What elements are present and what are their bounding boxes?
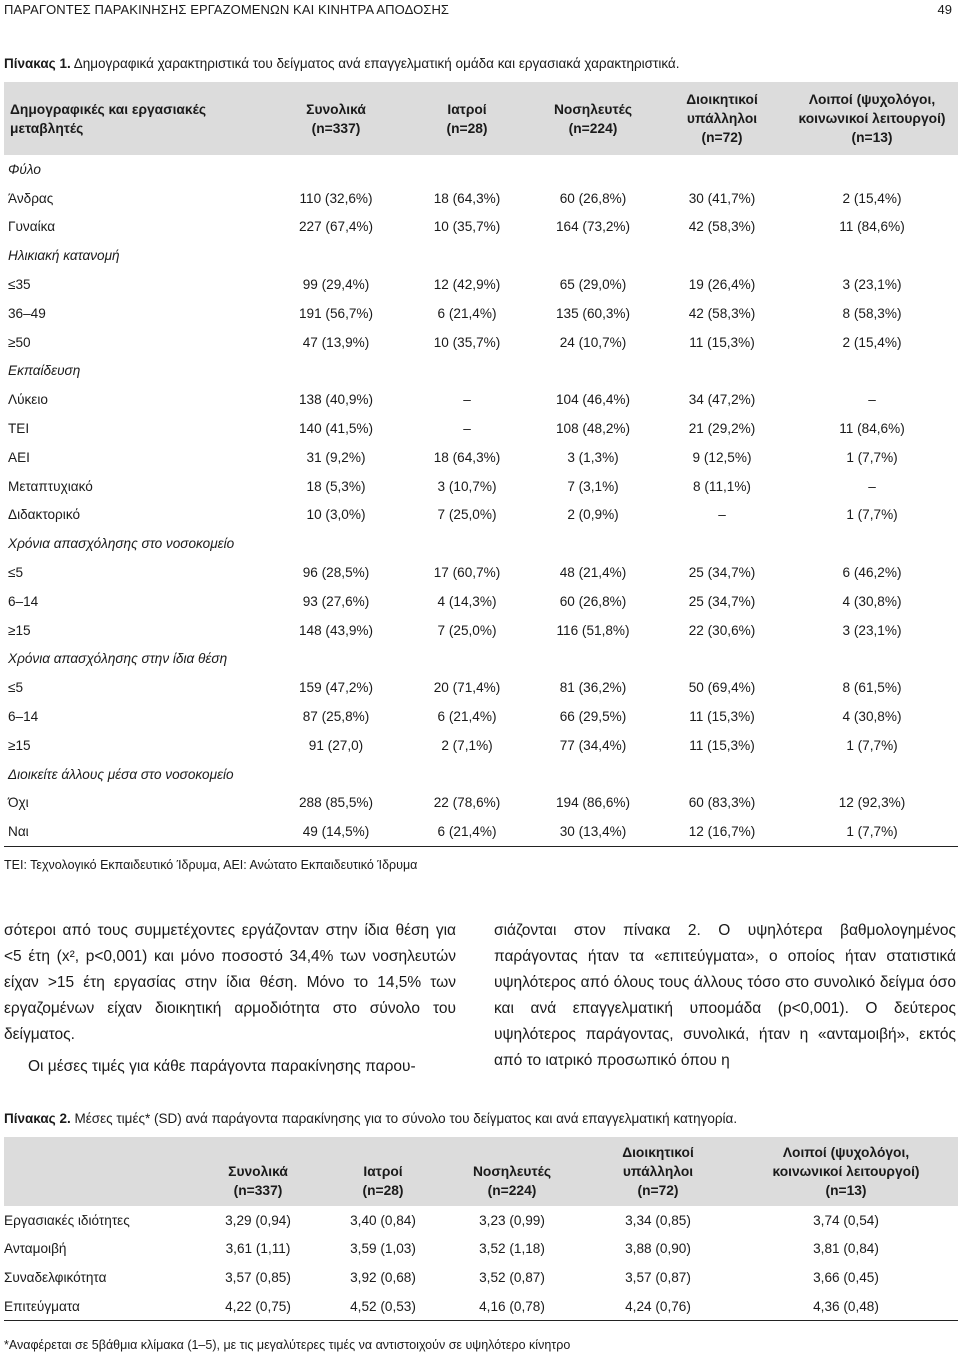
column-header-line: υπάλληλοι bbox=[622, 1164, 694, 1179]
table-cell: 7 (25,0%) bbox=[437, 507, 497, 523]
table-row bbox=[4, 789, 958, 818]
table-cell: 140 (41,5%) bbox=[298, 421, 374, 437]
table-cell: 116 (51,8%) bbox=[556, 622, 630, 638]
column-header bbox=[658, 82, 786, 155]
table-cell: 91 (27,0) bbox=[308, 737, 364, 753]
table-cell: 3,29 (0,94) bbox=[225, 1212, 291, 1228]
column-header-line: Ιατροί bbox=[447, 101, 487, 117]
column-header-line: Ιατροί bbox=[363, 1164, 403, 1179]
table-row bbox=[4, 558, 958, 587]
column-header bbox=[528, 82, 658, 155]
column-header-line: (n=337) bbox=[233, 1183, 283, 1198]
row-label: ΑΕΙ bbox=[8, 449, 30, 465]
table-cell: 191 (56,7%) bbox=[298, 305, 374, 321]
row-label: Μεταπτυχιακό bbox=[8, 478, 93, 494]
table-cell: – bbox=[868, 392, 876, 408]
table2-header-row bbox=[4, 1137, 958, 1206]
table-cell: 21 (29,2%) bbox=[688, 421, 756, 437]
table-cell: 288 (85,5%) bbox=[298, 795, 374, 811]
table-row bbox=[4, 213, 958, 242]
table-row bbox=[4, 616, 958, 645]
row-label: Ναι bbox=[4, 817, 266, 846]
row-label: ≤35 bbox=[8, 277, 31, 293]
column-header bbox=[4, 82, 266, 155]
table-cell: 11 (84,6%) bbox=[839, 219, 905, 235]
column-header bbox=[406, 82, 528, 155]
column-header-line: Συνολικά bbox=[306, 101, 366, 117]
table-cell: 11 (84,6%) bbox=[839, 421, 905, 437]
table-cell: 3,59 (1,03) bbox=[350, 1241, 416, 1257]
table-cell: – bbox=[463, 392, 471, 408]
table-cell: 87 (25,8%) bbox=[302, 709, 370, 725]
table1-caption-text: Δημογραφικά χαρακτηριστικά του δείγματος ανά επαγγελματική ομάδα και εργασιακά χαρακτηριστικά. bbox=[70, 56, 680, 71]
table-cell: 227 (67,4%) bbox=[298, 219, 374, 235]
row-label: Συναδελφικότητα bbox=[4, 1269, 107, 1285]
table-cell: 6 (21,4%) bbox=[406, 817, 528, 846]
row-label: 6–14 bbox=[8, 709, 39, 725]
section-label: Εκπαίδευση bbox=[8, 363, 81, 379]
row-label: Εργασιακές ιδιότητες bbox=[4, 1212, 130, 1228]
section-label: Φύλο bbox=[8, 161, 41, 177]
column-header-line: Διοικητικοί bbox=[622, 1145, 694, 1160]
table-cell: 3 (10,7%) bbox=[437, 478, 497, 494]
table-cell: 9 (12,5%) bbox=[692, 449, 752, 465]
table-cell: 3,57 (0,87) bbox=[625, 1269, 691, 1285]
table-cell: 31 (9,2%) bbox=[306, 449, 366, 465]
section-row bbox=[4, 760, 958, 789]
row-label: Γυναίκα bbox=[8, 219, 56, 235]
table-cell: 10 (35,7%) bbox=[433, 334, 501, 350]
table2-motivation-means bbox=[4, 1137, 958, 1321]
column-header-line: (n=28) bbox=[446, 120, 488, 136]
table-cell: 96 (28,5%) bbox=[302, 565, 370, 581]
table-cell: 3,52 (0,87) bbox=[479, 1269, 545, 1285]
table-cell: 4,16 (0,78) bbox=[442, 1292, 582, 1321]
table-cell: 3,40 (0,84) bbox=[350, 1212, 416, 1228]
section-label: Χρόνια απασχόλησης στο νοσοκομείο bbox=[8, 536, 235, 552]
row-label: Ανταμοιβή bbox=[4, 1241, 67, 1257]
column-header-line: (n=224) bbox=[568, 120, 618, 136]
table-cell: – bbox=[718, 507, 726, 523]
table-row bbox=[4, 1263, 958, 1292]
table-cell: 3,61 (1,11) bbox=[225, 1241, 291, 1257]
table-cell: 1 (7,7%) bbox=[846, 737, 898, 753]
table-cell: 18 (64,3%) bbox=[433, 190, 501, 206]
table-cell: 18 (64,3%) bbox=[433, 449, 501, 465]
table-row bbox=[4, 501, 958, 530]
table-cell: 4 (14,3%) bbox=[437, 593, 497, 609]
table-cell: 17 (60,7%) bbox=[433, 565, 501, 581]
table2-caption-text: Μέσες τιμές* (SD) ανά παράγοντα παρακίνησης για το σύνολο του δείγματος και ανά επαγγελματική κατηγορία. bbox=[70, 1111, 738, 1126]
table-cell: 60 (26,8%) bbox=[559, 593, 627, 609]
section-row bbox=[4, 529, 958, 558]
table-row bbox=[4, 1206, 958, 1235]
table-cell: 42 (58,3%) bbox=[688, 305, 756, 321]
table-row bbox=[4, 299, 958, 328]
table-cell: 2 (7,1%) bbox=[441, 737, 493, 753]
table-cell: 3,34 (0,85) bbox=[625, 1212, 691, 1228]
column-header-line: (n=224) bbox=[487, 1183, 537, 1198]
column-header-line: κοινωνικοί λειτουργοί) bbox=[798, 111, 946, 126]
table-cell: 7 (25,0%) bbox=[437, 622, 497, 638]
page-number: 49 bbox=[937, 2, 952, 17]
table-cell: 148 (43,9%) bbox=[298, 622, 374, 638]
column-header-line: Συνολικά bbox=[228, 1164, 288, 1179]
table-cell: 11 (15,3%) bbox=[689, 737, 755, 753]
row-label: ≥15 bbox=[8, 737, 31, 753]
table-cell: 12 (42,9%) bbox=[433, 277, 501, 293]
table-cell: 30 (13,4%) bbox=[528, 817, 658, 846]
table-cell: 3,88 (0,90) bbox=[625, 1241, 691, 1257]
column-header-line: (n=13) bbox=[825, 1183, 867, 1198]
section-label: Διοικείτε άλλους μέσα στο νοσοκομείο bbox=[8, 766, 234, 782]
table-cell: 8 (11,1%) bbox=[693, 478, 751, 494]
table-row bbox=[4, 328, 958, 357]
table-cell: 8 (58,3%) bbox=[842, 305, 902, 321]
table-cell: 60 (26,8%) bbox=[559, 190, 627, 206]
table-cell: 4 (30,8%) bbox=[842, 593, 902, 609]
running-header bbox=[0, 0, 960, 22]
table-cell: 108 (48,2%) bbox=[555, 421, 631, 437]
row-label: 6–14 bbox=[8, 593, 39, 609]
table-cell: 18 (5,3%) bbox=[306, 478, 366, 494]
table-cell: 8 (61,5%) bbox=[842, 680, 902, 696]
table-cell: 2 (15,4%) bbox=[842, 190, 902, 206]
column-header-line: Λοιποί (ψυχολόγοι, bbox=[808, 92, 936, 107]
table-cell: 4 (30,8%) bbox=[842, 709, 902, 725]
table-cell: 20 (71,4%) bbox=[433, 680, 501, 696]
column-header-line: κοινωνικοί λειτουργοί) bbox=[772, 1164, 920, 1179]
running-title: ΠΑΡΑΓΟΝΤΕΣ ΠΑΡΑΚΙΝΗΣΗΣ ΕΡΓΑΖΟΜΕΝΩΝ ΚΑΙ ΚΙΝΗΤΡΑ ΑΠΟΔΟΣΗΣ bbox=[4, 2, 450, 17]
table-cell: 2 (0,9%) bbox=[567, 507, 619, 523]
table-cell: 93 (27,6%) bbox=[302, 593, 370, 609]
column-header-line: Δημογραφικές και εργασιακές bbox=[10, 101, 206, 117]
body-column-left bbox=[4, 918, 456, 1080]
table-cell: 6 (46,2%) bbox=[842, 565, 902, 581]
section-row bbox=[4, 645, 958, 674]
row-label: ≤5 bbox=[8, 680, 24, 696]
body-paragraph: Οι μέσες τιμές για κάθε παράγοντα παρακίνησης παρου- bbox=[28, 1058, 416, 1075]
table-row bbox=[4, 184, 958, 213]
table-cell: 159 (47,2%) bbox=[298, 680, 374, 696]
table-cell: 4,24 (0,76) bbox=[582, 1292, 734, 1321]
column-header-line: Λοιποί (ψυχολόγοι, bbox=[782, 1145, 910, 1160]
table-cell: 12 (16,7%) bbox=[658, 817, 786, 846]
table-row bbox=[4, 1292, 958, 1321]
section-label: Χρόνια απασχόλησης στην ίδια θέση bbox=[8, 651, 228, 667]
table-cell: 4,22 (0,75) bbox=[192, 1292, 324, 1321]
table-cell: 10 (35,7%) bbox=[433, 219, 501, 235]
table-row bbox=[4, 673, 958, 702]
table-cell: 3,52 (1,18) bbox=[479, 1241, 545, 1257]
table-cell: 11 (15,3%) bbox=[689, 334, 755, 350]
table-cell: 42 (58,3%) bbox=[688, 219, 756, 235]
column-header-line: Διοικητικοί bbox=[686, 92, 758, 107]
table-row bbox=[4, 270, 958, 299]
table-cell: 49 (14,5%) bbox=[266, 817, 406, 846]
table-cell: 25 (34,7%) bbox=[688, 565, 756, 581]
table-row bbox=[4, 443, 958, 472]
table-row bbox=[4, 1235, 958, 1264]
table-cell: 194 (86,6%) bbox=[555, 795, 631, 811]
table-cell: 6 (21,4%) bbox=[437, 305, 497, 321]
column-header bbox=[442, 1137, 582, 1206]
table-cell: 50 (69,4%) bbox=[688, 680, 756, 696]
table-cell: 110 (32,6%) bbox=[299, 190, 373, 206]
column-header bbox=[786, 82, 958, 155]
row-label: 36–49 bbox=[8, 305, 46, 321]
column-header-line: (n=28) bbox=[362, 1183, 404, 1198]
table-cell: 7 (3,1%) bbox=[567, 478, 619, 494]
row-label: Επιτεύγματα bbox=[4, 1292, 192, 1321]
table-cell: 3,66 (0,45) bbox=[813, 1269, 879, 1285]
table-row bbox=[4, 414, 958, 443]
table-cell: 1 (7,7%) bbox=[846, 507, 898, 523]
column-header-line: (n=13) bbox=[851, 130, 893, 145]
table-cell: 135 (60,3%) bbox=[555, 305, 631, 321]
table-cell: 3 (23,1%) bbox=[842, 277, 902, 293]
body-paragraph: σιάζονται στον πίνακα 2. Ο υψηλότερα βαθμολογημένος παράγοντας ήταν τα «επιτεύγματα», ο οποίος ήταν στατιστικά υψηλότερος από όλους τους άλλους τόσο στο συνολικό δείγμα όσο και ανά επαγγελματική υποομάδα (p<0,001). Ο δεύτερος υψηλότερος παράγοντας, συνολικά, ήταν η «ανταμοιβή», εκτός από το ιατρικό προσωπικό όπου η bbox=[494, 922, 956, 1069]
table-cell: 3,81 (0,84) bbox=[813, 1241, 879, 1257]
column-header-line: Νοσηλευτές bbox=[553, 101, 633, 117]
column-header bbox=[582, 1137, 734, 1206]
table-cell: – bbox=[463, 421, 471, 437]
table-cell: 22 (78,6%) bbox=[433, 795, 501, 811]
table-cell: 22 (30,6%) bbox=[688, 622, 756, 638]
table-cell: 3 (1,3%) bbox=[567, 449, 619, 465]
column-header bbox=[734, 1137, 958, 1206]
column-header-line: μεταβλητές bbox=[10, 120, 84, 136]
table-cell: 48 (21,4%) bbox=[559, 565, 627, 581]
row-label: ≤5 bbox=[8, 565, 24, 581]
table-cell: 11 (15,3%) bbox=[689, 709, 755, 725]
row-label: Διδακτορικό bbox=[8, 507, 81, 523]
section-row bbox=[4, 357, 958, 386]
table-cell: 3,74 (0,54) bbox=[813, 1212, 879, 1228]
table1-header-row bbox=[4, 82, 958, 155]
table-cell: 4,36 (0,48) bbox=[734, 1292, 958, 1321]
table-cell: 65 (29,0%) bbox=[559, 277, 627, 293]
table2-caption bbox=[4, 1111, 737, 1126]
table-row bbox=[4, 702, 958, 731]
table-cell: 1 (7,7%) bbox=[786, 817, 958, 846]
column-header-line: (n=337) bbox=[311, 120, 361, 136]
table-cell: 6 (21,4%) bbox=[437, 709, 497, 725]
row-label: ΤΕΙ bbox=[8, 421, 30, 437]
table-cell: 3,23 (0,99) bbox=[479, 1212, 545, 1228]
table-cell: 66 (29,5%) bbox=[559, 709, 627, 725]
table-row bbox=[4, 385, 958, 414]
column-header bbox=[266, 82, 406, 155]
table1-caption bbox=[4, 56, 679, 71]
table-cell: 19 (26,4%) bbox=[688, 277, 756, 293]
section-row bbox=[4, 155, 958, 184]
row-label: ≥50 bbox=[8, 334, 31, 350]
column-header-line: Νοσηλευτές bbox=[472, 1164, 552, 1179]
column-header-line: υπάλληλοι bbox=[686, 111, 758, 126]
section-row bbox=[4, 241, 958, 270]
table-cell: 138 (40,9%) bbox=[298, 392, 374, 408]
table-cell: 12 (92,3%) bbox=[838, 795, 906, 811]
table-cell: 104 (46,4%) bbox=[555, 392, 631, 408]
table-cell: 3 (23,1%) bbox=[842, 622, 902, 638]
row-label: Όχι bbox=[8, 795, 29, 811]
column-header-line: (n=72) bbox=[637, 1183, 679, 1198]
table-cell: 4,52 (0,53) bbox=[324, 1292, 442, 1321]
column-header-line: (n=72) bbox=[701, 130, 743, 145]
column-header bbox=[324, 1137, 442, 1206]
column-header bbox=[192, 1137, 324, 1206]
table1-caption-label: Πίνακας 1. bbox=[4, 56, 71, 71]
table1-footnote: ΤΕΙ: Τεχνολογικό Εκπαιδευτικό Ίδρυμα, ΑΕΙ: Ανώτατο Εκπαιδευτικό Ίδρυμα bbox=[4, 858, 418, 872]
table-cell: 81 (36,2%) bbox=[559, 680, 627, 696]
body-paragraph: σότεροι από τους συμμετέχοντες εργάζονταν στην ίδια θέση για <5 έτη (x², p<0,001) και μόνο ποσοστό 34,4% των νοσηλευτών είχαν >15 έτη εργασίας στην ίδια θέση. Μόνο το 14,5% των εργαζομένων είχαν διοικητική αρμοδιότητα στο σύνολο του δείγματος. bbox=[4, 922, 456, 1043]
table-cell: 34 (47,2%) bbox=[688, 392, 756, 408]
table2-caption-label: Πίνακας 2. bbox=[4, 1111, 71, 1126]
table-row bbox=[4, 817, 958, 846]
row-label: Λύκειο bbox=[8, 392, 48, 408]
table-cell: 1 (7,7%) bbox=[846, 449, 898, 465]
table-cell: 3,57 (0,85) bbox=[225, 1269, 291, 1285]
section-label: Ηλικιακή κατανομή bbox=[8, 248, 120, 264]
row-label: Άνδρας bbox=[8, 190, 54, 206]
table-cell: 25 (34,7%) bbox=[688, 593, 756, 609]
table-cell: 77 (34,4%) bbox=[559, 737, 627, 753]
row-label: ≥15 bbox=[8, 622, 31, 638]
table-cell: 2 (15,4%) bbox=[842, 334, 902, 350]
table-row bbox=[4, 731, 958, 760]
table-row bbox=[4, 472, 958, 501]
table-cell: – bbox=[868, 478, 876, 494]
table1-demographics bbox=[4, 82, 958, 847]
table-cell: 99 (29,4%) bbox=[302, 277, 370, 293]
table-cell: 47 (13,9%) bbox=[302, 334, 370, 350]
column-header bbox=[4, 1137, 192, 1206]
body-column-right bbox=[494, 918, 956, 1074]
table2-footnote: *Αναφέρεται σε 5βάθμια κλίμακα (1–5), με τις μεγαλύτερες τιμές να αντιστοιχούν σε υψηλότερο κίνητρο bbox=[4, 1338, 571, 1352]
table-cell: 164 (73,2%) bbox=[555, 219, 631, 235]
table-row bbox=[4, 587, 958, 616]
table-cell: 24 (10,7%) bbox=[559, 334, 627, 350]
table-cell: 10 (3,0%) bbox=[306, 507, 366, 523]
table-cell: 30 (41,7%) bbox=[688, 190, 756, 206]
table-cell: 60 (83,3%) bbox=[688, 795, 756, 811]
table-cell: 3,92 (0,68) bbox=[350, 1269, 416, 1285]
